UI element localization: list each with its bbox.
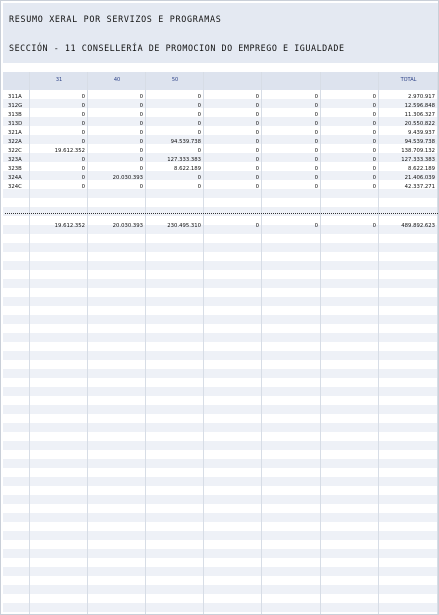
cell-value: 0 bbox=[197, 174, 201, 181]
program-code: 324C bbox=[8, 183, 22, 190]
program-code: 321A bbox=[8, 129, 22, 136]
table-row bbox=[3, 155, 438, 164]
cell-value: 19.612.352 bbox=[54, 222, 85, 229]
table-row bbox=[3, 119, 438, 128]
cell-value: 0 bbox=[197, 120, 201, 127]
cell-value: 0 bbox=[314, 102, 318, 109]
cell-value: 42.337.271 bbox=[404, 183, 435, 190]
cell-value: 11.306.327 bbox=[404, 111, 435, 118]
table-row bbox=[3, 137, 438, 146]
program-code: 323B bbox=[8, 165, 22, 172]
column-header: 40 bbox=[113, 77, 121, 83]
cell-value: 8.622.189 bbox=[174, 165, 201, 172]
cell-value: 0 bbox=[197, 147, 201, 154]
cell-value: 20.030.393 bbox=[112, 222, 143, 229]
cell-value: 0 bbox=[81, 156, 85, 163]
cell-value: 0 bbox=[372, 111, 376, 118]
cell-value: 0 bbox=[314, 147, 318, 154]
cell-value: 0 bbox=[81, 138, 85, 145]
cell-value: 0 bbox=[81, 111, 85, 118]
cell-value: 0 bbox=[372, 174, 376, 181]
cell-value: 0 bbox=[314, 111, 318, 118]
cell-value: 9.439.937 bbox=[408, 129, 435, 136]
cell-value: 0 bbox=[139, 102, 143, 109]
cell-value: 0 bbox=[255, 165, 259, 172]
table-row bbox=[3, 128, 438, 137]
cell-value: 0 bbox=[255, 156, 259, 163]
cell-value: 19.612.352 bbox=[54, 147, 85, 154]
cell-value: 0 bbox=[372, 147, 376, 154]
cell-value: 0 bbox=[372, 156, 376, 163]
cell-value: 0 bbox=[255, 102, 259, 109]
totals-row bbox=[3, 221, 438, 230]
cell-value: 0 bbox=[139, 129, 143, 136]
cell-value: 0 bbox=[197, 93, 201, 100]
cell-value: 0 bbox=[139, 93, 143, 100]
cell-value: 0 bbox=[81, 129, 85, 136]
program-code: 313D bbox=[8, 120, 23, 127]
cell-value: 0 bbox=[197, 111, 201, 118]
cell-value: 0 bbox=[81, 174, 85, 181]
column-header: TOTAL bbox=[400, 77, 417, 83]
cell-value: 230.495.310 bbox=[167, 222, 201, 229]
cell-value: 0 bbox=[139, 138, 143, 145]
cell-value: 0 bbox=[314, 93, 318, 100]
cell-value: 0 bbox=[139, 120, 143, 127]
cell-value: 0 bbox=[255, 93, 259, 100]
table-row bbox=[3, 164, 438, 173]
cell-value: 0 bbox=[372, 183, 376, 190]
table-row bbox=[3, 173, 438, 182]
table-row bbox=[3, 92, 438, 101]
cell-value: 21.406.039 bbox=[404, 174, 435, 181]
cell-value: 0 bbox=[314, 156, 318, 163]
table-row bbox=[3, 182, 438, 191]
cell-value: 0 bbox=[255, 111, 259, 118]
cell-value: 94.539.738 bbox=[170, 138, 201, 145]
cell-value: 20.030.393 bbox=[112, 174, 143, 181]
cell-value: 0 bbox=[372, 93, 376, 100]
cell-value: 127.333.383 bbox=[401, 156, 435, 163]
summary-table bbox=[3, 72, 438, 614]
cell-value: 0 bbox=[314, 129, 318, 136]
cell-value: 2.970.917 bbox=[408, 93, 435, 100]
cell-value: 0 bbox=[372, 138, 376, 145]
program-code: 323A bbox=[8, 156, 22, 163]
cell-value: 0 bbox=[139, 183, 143, 190]
cell-value: 0 bbox=[81, 120, 85, 127]
cell-value: 0 bbox=[255, 147, 259, 154]
cell-value: 0 bbox=[139, 147, 143, 154]
cell-value: 94.539.738 bbox=[404, 138, 435, 145]
cell-value: 0 bbox=[81, 183, 85, 190]
cell-value: 20.550.822 bbox=[404, 120, 435, 127]
program-code: 312G bbox=[8, 102, 23, 109]
cell-value: 0 bbox=[314, 174, 318, 181]
cell-value: 0 bbox=[139, 156, 143, 163]
program-code: 311A bbox=[8, 93, 22, 100]
cell-value: 0 bbox=[255, 174, 259, 181]
cell-value: 0 bbox=[314, 183, 318, 190]
cell-value: 0 bbox=[255, 183, 259, 190]
program-code: 324A bbox=[8, 174, 22, 181]
cell-value: 0 bbox=[81, 165, 85, 172]
table-row bbox=[3, 110, 438, 119]
cell-value: 138.709.132 bbox=[401, 147, 435, 154]
cell-value: 0 bbox=[197, 183, 201, 190]
program-code: 313B bbox=[8, 111, 22, 118]
cell-value: 0 bbox=[139, 111, 143, 118]
cell-value: 0 bbox=[372, 165, 376, 172]
cell-value: 0 bbox=[314, 120, 318, 127]
cell-value: 0 bbox=[314, 138, 318, 145]
cell-value: 0 bbox=[255, 138, 259, 145]
cell-value: 0 bbox=[314, 222, 318, 229]
cell-value: 0 bbox=[81, 102, 85, 109]
cell-value: 0 bbox=[372, 222, 376, 229]
cell-value: 0 bbox=[314, 165, 318, 172]
cell-value: 489.892.623 bbox=[401, 222, 435, 229]
table-row bbox=[3, 146, 438, 155]
column-header: 31 bbox=[55, 77, 63, 83]
report-subtitle: SECCIÓN - 11 CONSELLERÍA DE PROMOCION DO EMPREGO E IGUALDADE bbox=[9, 43, 345, 53]
cell-value: 0 bbox=[197, 102, 201, 109]
column-header: 50 bbox=[171, 77, 179, 83]
cell-value: 8.622.189 bbox=[408, 165, 435, 172]
cell-value: 0 bbox=[255, 120, 259, 127]
cell-value: 0 bbox=[372, 120, 376, 127]
table-row bbox=[3, 101, 438, 110]
cell-value: 0 bbox=[255, 222, 259, 229]
cell-value: 127.333.383 bbox=[167, 156, 201, 163]
cell-value: 0 bbox=[197, 129, 201, 136]
report-title: RESUMO XERAL POR SERVIZOS E PROGRAMAS bbox=[9, 14, 222, 24]
cell-value: 0 bbox=[139, 165, 143, 172]
report-header bbox=[3, 3, 438, 63]
program-code: 322A bbox=[8, 138, 22, 145]
cell-value: 0 bbox=[372, 102, 376, 109]
cell-value: 0 bbox=[372, 129, 376, 136]
cell-value: 0 bbox=[255, 129, 259, 136]
cell-value: 12.596.848 bbox=[404, 102, 435, 109]
totals-separator bbox=[5, 213, 438, 214]
program-code: 322C bbox=[8, 147, 22, 154]
cell-value: 0 bbox=[81, 93, 85, 100]
